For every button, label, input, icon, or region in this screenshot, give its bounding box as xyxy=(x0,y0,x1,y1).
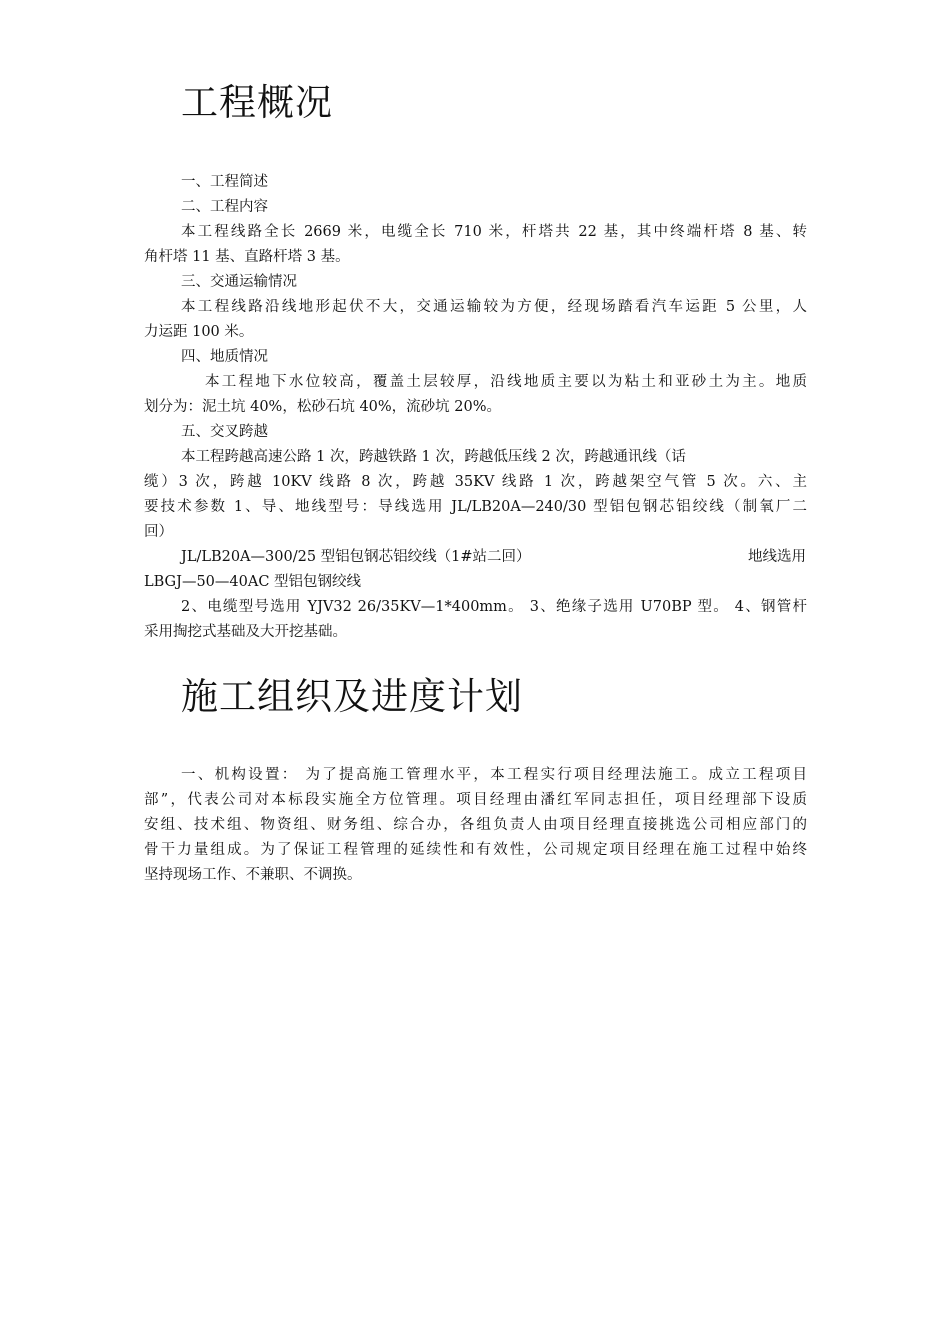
paragraph-line: 骨干力量组成。为了保证工程管理的延续性和有效性，公司规定项目经理在施工过程中始终 xyxy=(144,842,807,858)
paragraph-line: 缆）3 次，跨越 10KV 线路 8 次，跨越 35KV 线路 1 次，跨越架空气管 5 次。六、主 xyxy=(144,474,807,490)
heading-geology: 四、地质情况 xyxy=(181,349,268,365)
paragraph-line: 划分为：泥土坑 40%，松砂石坑 40%，流砂坑 20%。 xyxy=(144,399,502,415)
heading-project-content: 二、工程内容 xyxy=(181,199,268,215)
paragraph-line: 角杆塔 11 基、直路杆塔 3 基。 xyxy=(144,249,350,265)
paragraph-line: LBGJ—50—40AC 型铝包钢绞线 xyxy=(144,574,362,590)
section-title-overview: 工程概况 xyxy=(181,81,333,124)
paragraph-line: 地线选用 xyxy=(748,549,806,565)
paragraph-line: JL/LB20A—300/25 型铝包钢芯铝绞线（1#站二回） xyxy=(181,549,531,565)
heading-crossings: 五、交叉跨越 xyxy=(181,424,268,440)
paragraph-line: 要技术参数 1、导、地线型号：导线选用 JL/LB20A—240/30 型铝包钢芯铝绞线（制氧厂二 xyxy=(144,499,807,515)
paragraph-line: 安组、技术组、物资组、财务组、综合办，各组负责人由项目经理直接挑选公司相应部门的 xyxy=(144,817,807,833)
heading-project-summary: 一、工程简述 xyxy=(181,174,268,190)
paragraph-line: 本工程跨越高速公路 1 次，跨越铁路 1 次，跨越低压线 2 次，跨越通讯线（话 xyxy=(181,449,686,465)
paragraph-line: 本工程线路沿线地形起伏不大，交通运输较为方便，经现场踏看汽车运距 5 公里，人 xyxy=(181,299,807,315)
paragraph-line: 2、电缆型号选用 YJV32 26/35KV—1*400mm。 3、绝缘子选用 U70BP 型。 4、钢管杆 xyxy=(181,599,807,615)
paragraph-line: 本工程地下水位较高，覆盖土层较厚，沿线地质主要以为粘土和亚砂土为主。地质 xyxy=(205,374,807,390)
section-title-organization: 施工组织及进度计划 xyxy=(181,675,523,718)
heading-transport: 三、交通运输情况 xyxy=(181,274,297,290)
paragraph-line: 采用掏挖式基础及大开挖基础。 xyxy=(144,624,347,640)
paragraph-line: 力运距 100 米。 xyxy=(144,324,254,340)
paragraph-line: 本工程线路全长 2669 米，电缆全长 710 米，杆塔共 22 基，其中终端杆塔 8 基、转 xyxy=(181,224,807,240)
paragraph-line: 回） xyxy=(144,524,173,540)
paragraph-line: 部”，代表公司对本标段实施全方位管理。项目经理由潘红军同志担任，项目经理部下设质 xyxy=(144,792,807,808)
paragraph-line: 坚持现场工作、不兼职、不调换。 xyxy=(144,867,362,883)
paragraph-line: 一、机构设置： 为了提高施工管理水平，本工程实行项目经理法施工。成立工程项目 xyxy=(181,767,807,783)
